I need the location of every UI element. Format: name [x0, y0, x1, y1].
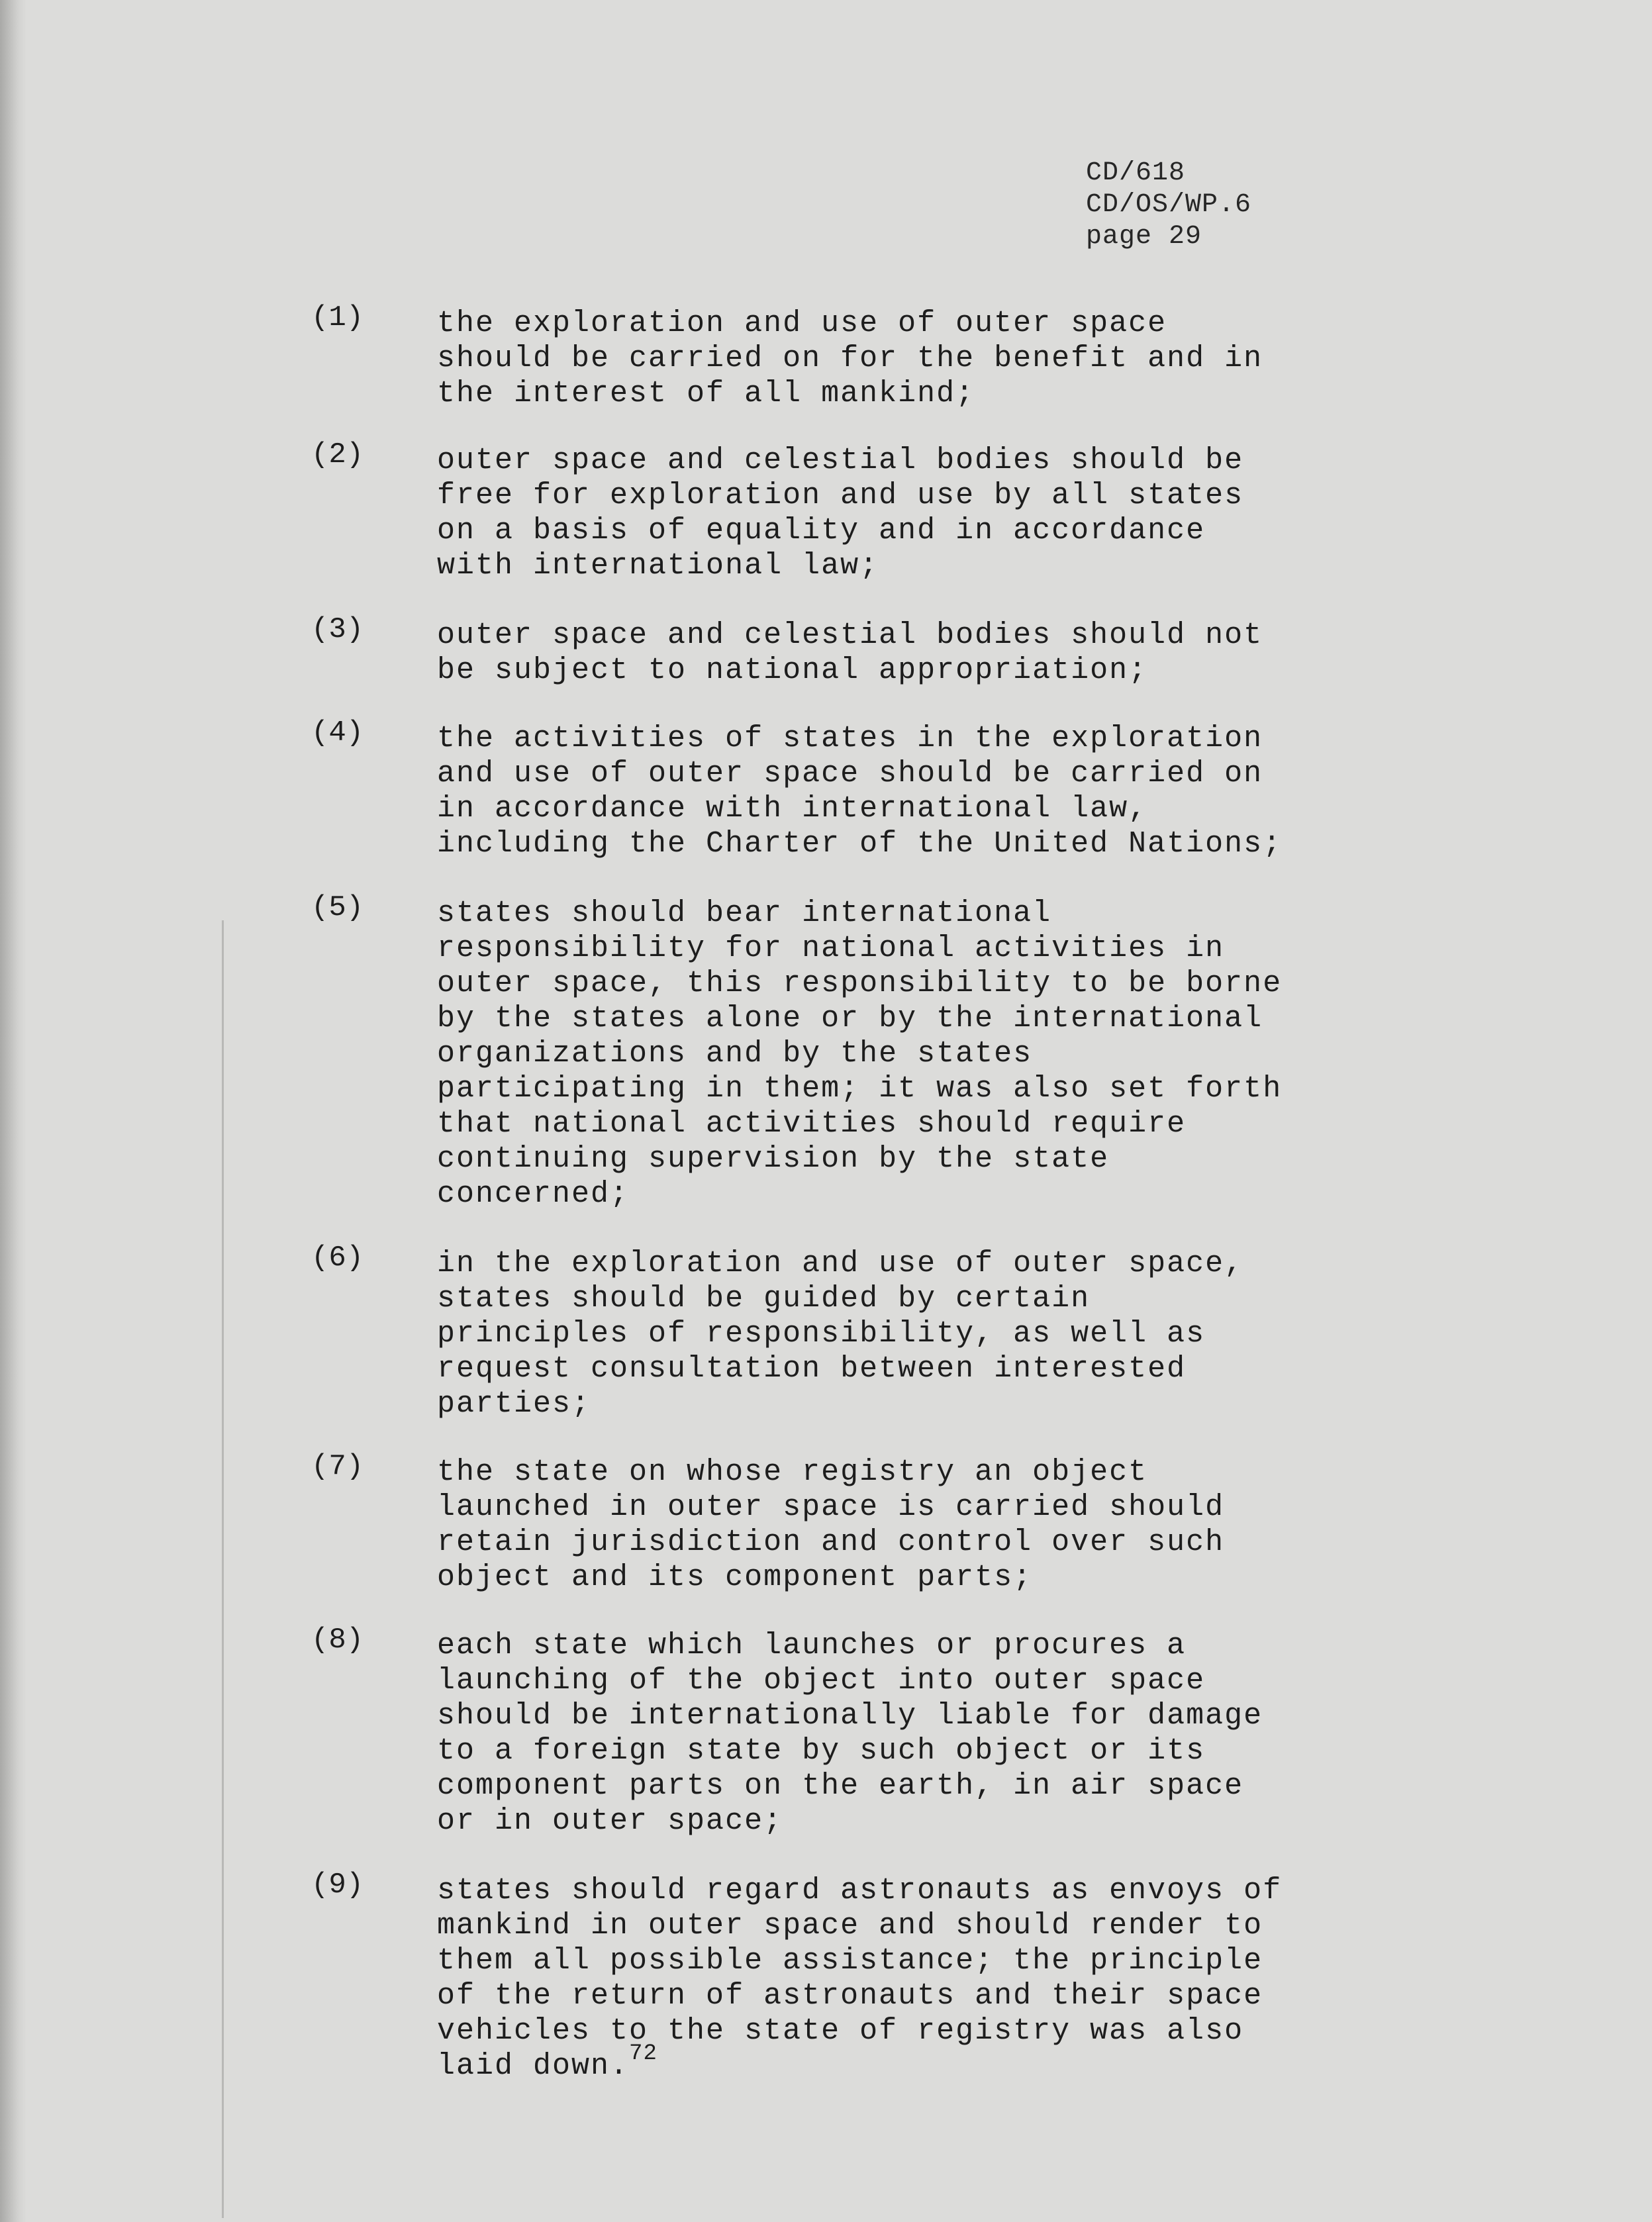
item-text [437, 1873, 1371, 2086]
list-item [311, 613, 1371, 688]
item-number: (6) [311, 1241, 364, 1275]
item-number: (3) [311, 613, 364, 646]
list-item [311, 438, 1371, 583]
working-paper-symbol: CD/OS/WP.6 [1086, 190, 1252, 220]
item-text: each state which launches or procures a launching of the object into outer space should be internationally liable for damage to a foreign state by such object or its component parts on the earth, in air space or in outer space; [437, 1629, 1263, 1838]
principles-list [311, 301, 1371, 2086]
item-text: states should bear international responsibility for national activities in outer space, this responsibility to be borne by the states alone or by the international organizations and by the states participating in them; it was also set forth that national activities should require continuing supervision by the state concerned; [437, 896, 1283, 1211]
item-text: outer space and celestial bodies should not be subject to national appropriation; [437, 618, 1263, 687]
item-text-body: states should regard astronauts as envoys of mankind in outer space and should render to them all possible assistance; the principle of the return of astronauts and their space vehicles to the state of registry was also laid down. [437, 1874, 1283, 2083]
item-number: (5) [311, 891, 364, 924]
item-text: outer space and celestial bodies should be free for exploration and use by all states on a basis of equality and in accordance with international law; [437, 444, 1244, 583]
item-text: the state on whose registry an object launched in outer space is carried should retain jurisdiction and control over such object and its component parts; [437, 1455, 1225, 1594]
item-number: (9) [311, 1868, 364, 1902]
list-item [311, 1450, 1371, 1595]
list-item [311, 891, 1371, 1212]
item-text: in the exploration and use of outer space, states should be guided by certain principles of responsibility, as well as request consultation between interested parties; [437, 1247, 1244, 1421]
footnote-marker[interactable]: 72 [629, 2041, 657, 2066]
item-number: (8) [311, 1623, 364, 1657]
list-item [311, 301, 1371, 411]
document-symbol: CD/618 [1086, 158, 1186, 188]
document-header [1086, 158, 1251, 253]
margin-rule [222, 920, 224, 2218]
list-item [311, 716, 1371, 861]
item-number: (4) [311, 716, 364, 749]
item-number: (1) [311, 301, 364, 334]
list-item [311, 1241, 1371, 1422]
item-text: the activities of states in the exploration and use of outer space should be carried on in accordance with international law, including the Charter of the United Nations; [437, 722, 1283, 861]
item-number: (7) [311, 1450, 364, 1483]
list-item [311, 1623, 1371, 1839]
item-number: (2) [311, 438, 364, 471]
item-text: the exploration and use of outer space should be carried on for the benefit and in the interest of all mankind; [437, 307, 1263, 411]
list-item [311, 1868, 1371, 2086]
page-number: page 29 [1086, 222, 1202, 252]
